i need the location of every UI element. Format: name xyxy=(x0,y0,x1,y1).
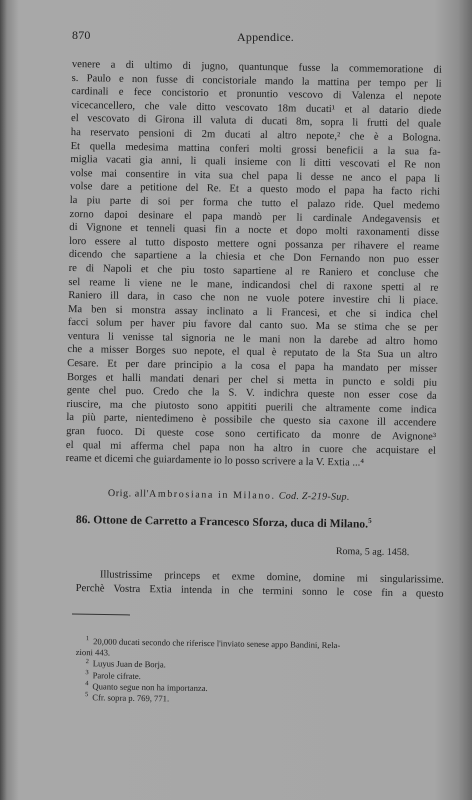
text-line: cardinali e fece concistorio et pronuntio vescovo di Valenza el nepote xyxy=(71,86,442,103)
text-line: gran fuoco. Di queste cose sono certificato da monre de Avignone³ xyxy=(66,425,437,443)
source-archive: Ambrosiana in Milano. xyxy=(148,488,276,502)
text-line: sel reame li viene ne le mane, indicandosi chel di raxone spetti al re xyxy=(68,276,439,294)
footnote-text: Quanto segue non ha importanza. xyxy=(92,681,208,693)
footnote-text: Cfr. sopra p. 769, 771. xyxy=(92,692,170,704)
footnote-number: 3 xyxy=(85,668,89,676)
document-heading xyxy=(76,513,446,532)
running-title: Appendice. xyxy=(237,30,294,44)
text-line: di Vignone et tenneli quasi fin a nocte et dopo molti raxonamenti disse xyxy=(69,222,440,239)
text-line: gente chel puo. Credo che la S. V. indichra queste non esser cose da xyxy=(66,385,437,403)
text-line: vicecancellero, che vale ditto vescovato 18m ducati¹ et al datario diede xyxy=(71,99,442,117)
letter-text xyxy=(76,568,444,601)
text-line: ha reservato pensioni di 2m ducati al altro nepote,² che è a Bologna. xyxy=(70,126,441,144)
page-header xyxy=(62,28,442,48)
text-line: volse mai consentire in vita sua chel papa li desse ne anco el papa li xyxy=(70,167,441,185)
text-line: reame et dicemi che guiardamente io lo posso scrivere a la V. Extia ...⁴ xyxy=(65,453,365,469)
text-line: riuscire, ma che piutosto sono appititi puerili che altramente come indica xyxy=(66,398,437,416)
source-prefix: Orig. all' xyxy=(107,488,150,500)
text-line: Ma ben si monstra assay inclinato a li Francesi, et che si indica chel xyxy=(67,303,439,321)
footnote-number: 1 xyxy=(85,635,90,643)
text-line: ventura li venisse tal signoria ne le mani non la darebe ad altro homo xyxy=(67,330,438,348)
document-title: Ottone de Carretto a Francesco Sforza, duca di Milano. xyxy=(93,513,369,531)
page-number: 870 xyxy=(72,28,91,42)
text-line: s. Paulo e non fusse di concistoriale mando la mattina per tempo per li xyxy=(71,72,442,90)
text-line: venere a di ultimo di jugno, quantunque fusse la commemoratione di xyxy=(71,58,442,76)
text-line: volse dare a petitione del Re. Et a questo modo el papa ha facto richi xyxy=(69,181,441,199)
text-line: Raniero ill dara, in caso che non ne vuole potere investire chi li piace. xyxy=(68,290,439,307)
text-line: la più parte, nientedimeno è possibile che questo sia caxone ill accendere xyxy=(66,412,437,430)
text-line: el qual mi afferma chel papa non ha altro in cuore che acquistare el xyxy=(65,439,436,457)
text-line: Et quella medesima mattina conferi molti grossi beneficii a la sua fa- xyxy=(70,140,441,158)
text-line: miglia vacati gia anni, li quali insieme con li ditti vescovati el Re non xyxy=(70,154,441,171)
text-line: che a misser Borges suo nepote, el qual è reputato de la Sta Sua un altro xyxy=(67,344,438,362)
footnotes xyxy=(75,636,440,709)
text-line: dicendo che sapartiene a la chiesia et che Don Fernando non puo esser xyxy=(68,249,439,267)
place-date: Roma, 5 ag. 1458. xyxy=(335,546,410,559)
document-note-ref: 5 xyxy=(368,516,372,525)
text-line: zorno dapoi desinare el papa mandò per li cardinale Andegavensis et xyxy=(69,208,440,226)
document-number: 86. xyxy=(75,513,91,527)
text-line: re di Napoli et che piu tosto sapartiene al re Raniero et concluse che xyxy=(68,262,439,280)
footnote-divider xyxy=(72,614,130,616)
footnote-number: 5 xyxy=(85,691,89,699)
source-citation xyxy=(108,488,438,504)
source-signature: Cod. Z-219-Sup. xyxy=(278,490,350,503)
letter-line: Perchè Vostra Extia intenda in che termini sonno le cose fin a questo xyxy=(75,582,444,600)
text-line: Cesare. Et per dare principio a la cosa el papa ha mandato per misser xyxy=(67,358,438,375)
text-line: loro essere al tutto disposto mettere ogni possanza per rihavere el reame xyxy=(69,235,440,253)
text-line: el vescovato di Girona ill valuta di ducati 8m, sopra li frutti del quale xyxy=(70,113,442,131)
text-line: la piu parte di soi per forma che tutto el palazo ride. Quel medemo xyxy=(69,194,440,212)
footnote-number: 2 xyxy=(85,657,89,665)
footnote-text: 20,000 ducati secondo che riferisce l'inviato senese appo Bandini, Rela- xyxy=(93,636,341,651)
text-line: Borges et halli mandati denari per chel si metta in puncto e soldi piu xyxy=(66,371,438,389)
footnote-text: Parole cifrate. xyxy=(92,669,141,681)
footnote-number: 4 xyxy=(85,680,89,688)
letter-line: Illustrissime princeps et exme domine, domine mi singularissime. xyxy=(99,569,444,586)
footnote-text: zioni 443. xyxy=(75,647,111,658)
text-line: facci solum per haver piu favore dal canto suo. Ma se stima che se per xyxy=(67,317,438,335)
footnote-text: Luyus Juan de Borja. xyxy=(92,658,166,670)
main-text xyxy=(66,58,442,472)
